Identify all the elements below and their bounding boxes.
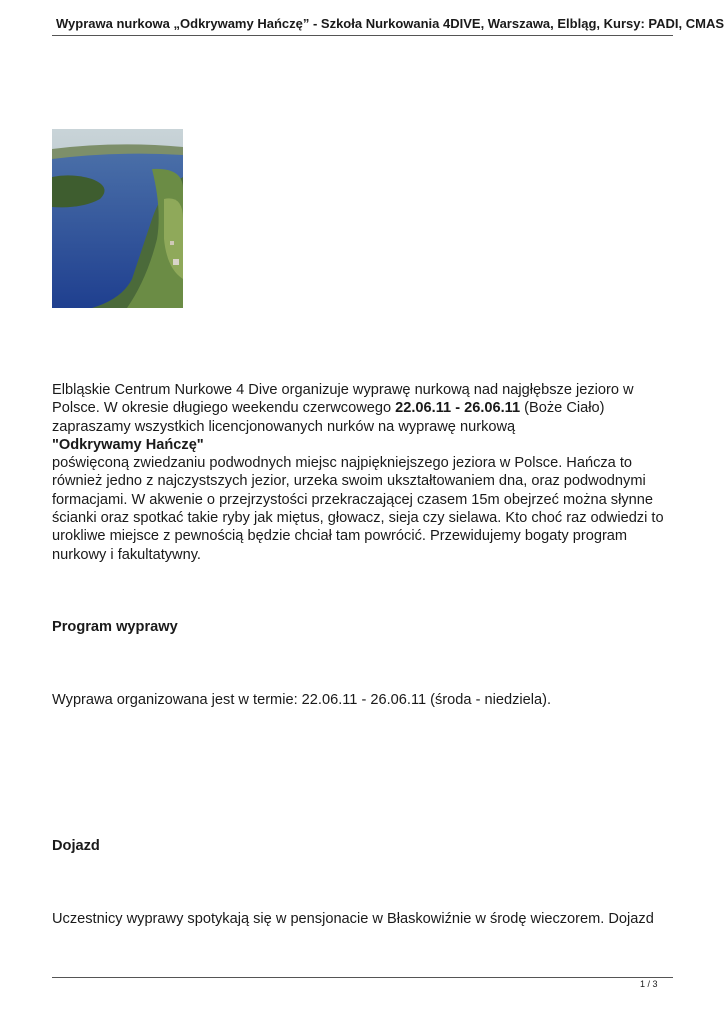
intro-line: nurkowy i fakultatywny. bbox=[52, 546, 201, 563]
program-heading: Program wyprawy bbox=[52, 619, 178, 635]
page-header-title: Wyprawa nurkowa „Odkrywamy Hańczę” - Szkoła Nurkowania 4DIVE, Warszawa, Elbląg, Kursy: PADI, CMAS bbox=[56, 16, 725, 31]
intro-paragraph bbox=[52, 381, 692, 564]
intro-line: urokliwe miejsce z pewnością będzie chciał tam powrócić. Przewidujemy bogaty program bbox=[52, 528, 628, 545]
event-dates: 22.06.11 - 26.06.11 bbox=[395, 400, 521, 417]
intro-line: zapraszamy wszystkich licencjonowanych nurków na wyprawę nurkową bbox=[52, 418, 516, 435]
header-divider bbox=[52, 35, 673, 36]
dojazd-text: Uczestnicy wyprawy spotykają się w pensjonacie w Błaskowiźnie w środę wieczorem. Dojazd bbox=[52, 911, 654, 927]
intro-text: Polsce. W okresie długiego weekendu czerwcowego bbox=[52, 400, 396, 417]
intro-line: poświęconą zwiedzaniu podwodnych miejsc najpiękniejszego jeziora w Polsce. Hańcza to bbox=[52, 455, 633, 472]
event-name: "Odkrywamy Hańczę" bbox=[52, 436, 204, 453]
intro-line: Elbląskie Centrum Nurkowe 4 Dive organizuje wyprawę nurkową nad najgłębsze jezioro w bbox=[52, 382, 634, 398]
intro-text: (Boże Ciało) bbox=[520, 400, 605, 417]
page-number: 1 / 3 bbox=[640, 979, 658, 989]
intro-line: również jedno z najczystszych jezior, urzeka swoim ukształtowaniem dna, oraz podwodnymi bbox=[52, 473, 646, 490]
lake-photo bbox=[52, 129, 183, 308]
dojazd-heading: Dojazd bbox=[52, 838, 100, 854]
footer-divider bbox=[52, 977, 673, 978]
intro-line: ścianki oraz spotkać takie ryby jak miętus, głowacz, sieja czy sielawa. Kto choć raz odwiedzi to bbox=[52, 510, 664, 527]
program-text: Wyprawa organizowana jest w termie: 22.06.11 - 26.06.11 (środa - niedziela). bbox=[52, 692, 552, 708]
intro-line bbox=[52, 399, 692, 417]
intro-line: formacjami. W akwenie o przejrzystości przekraczającej czasem 15m obejrzeć można słynne bbox=[52, 491, 653, 508]
